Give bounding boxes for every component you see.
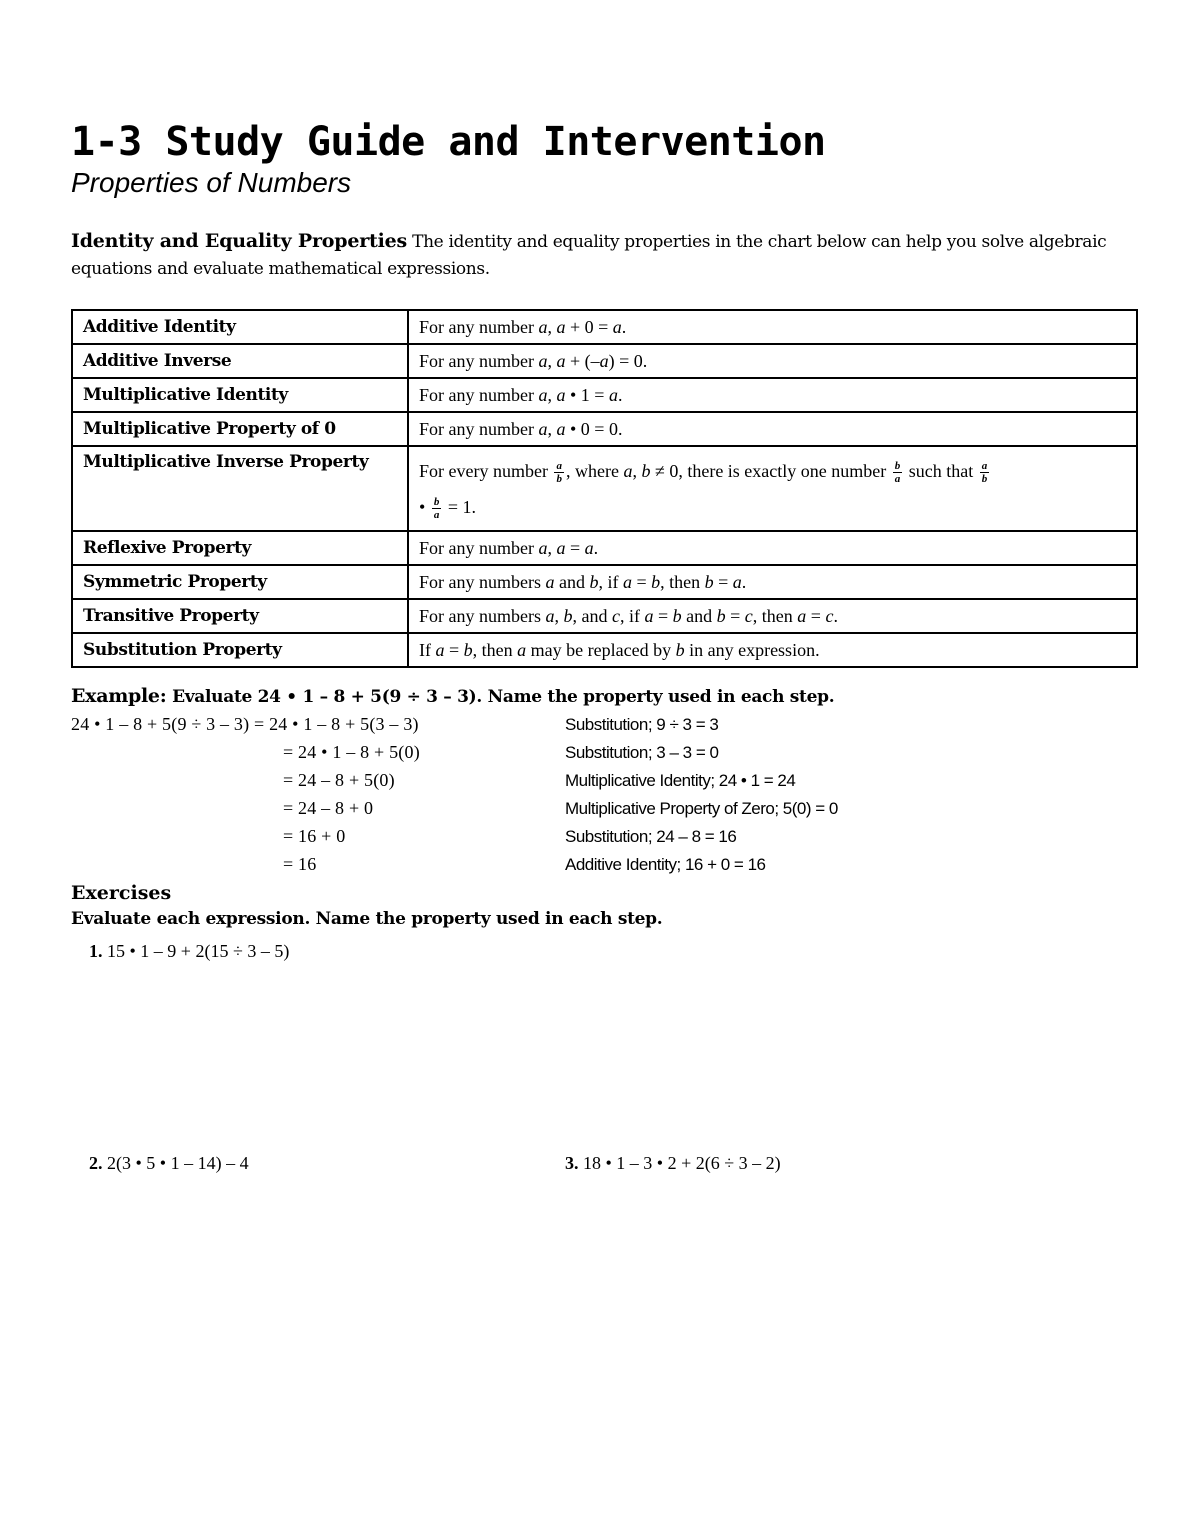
- exercise-expression: 2(3 • 5 • 1 – 14) – 4: [107, 1153, 249, 1173]
- property-definition: If a = b, then a may be replaced by b in any expression.: [408, 633, 1137, 667]
- property-name: Multiplicative Inverse Property: [72, 446, 408, 531]
- example-step-expression: = 24 – 8 + 0: [283, 798, 374, 818]
- exercise-expression: 15 • 1 – 9 + 2(15 ÷ 3 – 5): [107, 941, 290, 961]
- page-subtitle: Properties of Numbers: [71, 167, 352, 198]
- example-step-reason: Multiplicative Identity; 24 • 1 = 24: [565, 771, 796, 790]
- property-row: [72, 310, 1137, 344]
- intro-text: The identity and equality properties in the chart below can help you solve algebraic equations and evaluate mathematical expressions.: [71, 232, 1107, 279]
- example-label: Example:: [71, 685, 167, 707]
- example-step-reason: Additive Identity; 16 + 0 = 16: [565, 855, 766, 874]
- exercise-2: [89, 1153, 249, 1174]
- property-row: [72, 344, 1137, 378]
- example-step-reason: Substitution; 24 – 8 = 16: [565, 827, 737, 846]
- property-definition: For any numbers a and b, if a = b, then b = a.: [408, 565, 1137, 599]
- example-step-expression: = 16 + 0: [283, 826, 346, 846]
- property-name: Additive Inverse: [72, 344, 408, 378]
- property-row: [72, 412, 1137, 446]
- property-row: [72, 446, 1137, 531]
- property-definition: For any number a, a • 0 = 0.: [408, 412, 1137, 446]
- exercise-number: 2.: [89, 1153, 103, 1173]
- property-row: [72, 531, 1137, 565]
- example-step-expression: = 24 • 1 – 8 + 5(0): [283, 742, 420, 762]
- property-row: [72, 378, 1137, 412]
- exercise-number: 1.: [89, 941, 103, 961]
- page-title: 1-3 Study Guide and Intervention: [71, 119, 826, 165]
- property-row: [72, 633, 1137, 667]
- exercises-heading: Exercises: [71, 882, 172, 904]
- property-name: Multiplicative Identity: [72, 378, 408, 412]
- example-step-expression: = 24 – 8 + 5(0): [283, 770, 395, 790]
- property-name: Reflexive Property: [72, 531, 408, 565]
- property-definition: For any number a, a + 0 = a.: [408, 310, 1137, 344]
- property-definition: For any number a, a • 1 = a.: [408, 378, 1137, 412]
- property-definition: For any numbers a, b, and c, if a = b and b = c, then a = c.: [408, 599, 1137, 633]
- example-step-reason: Substitution; 3 – 3 = 0: [565, 743, 719, 762]
- exercise-expression: 18 • 1 – 3 • 2 + 2(6 ÷ 3 – 2): [583, 1153, 781, 1173]
- property-definition: For any number a, a + (–a) = 0.: [408, 344, 1137, 378]
- example-step-reason: Substitution; 9 ÷ 3 = 3: [565, 715, 719, 734]
- properties-table: [71, 309, 1138, 668]
- property-definition: For every number $\frac{a}{b}$ , where a, b ≠ 0, there is exactly one number $\frac{b}{a}$ such that $\frac{a}{b}$ • $\frac{b}{a}$ = 1.: [408, 446, 1137, 531]
- example-step-expression: 24 • 1 – 8 + 5(9 ÷ 3 – 3) = 24 • 1 – 8 + 5(3 – 3): [71, 714, 419, 734]
- property-name: Symmetric Property: [72, 565, 408, 599]
- intro-paragraph: [71, 228, 1136, 283]
- exercise-1: [89, 941, 289, 962]
- property-name: Multiplicative Property of 0: [72, 412, 408, 446]
- example-prompt: Evaluate 24 • 1 – 8 + 5(9 ÷ 3 – 3). Name the property used in each step.: [172, 687, 835, 707]
- property-definition: For any number a, a = a.: [408, 531, 1137, 565]
- property-row: [72, 565, 1137, 599]
- example-heading: [71, 685, 834, 707]
- example-step-reason: Multiplicative Property of Zero; 5(0) = 0: [565, 799, 838, 818]
- exercise-3: [565, 1153, 781, 1174]
- property-name: Additive Identity: [72, 310, 408, 344]
- property-name: Substitution Property: [72, 633, 408, 667]
- exercises-instructions: Evaluate each expression. Name the property used in each step.: [71, 909, 663, 929]
- example-step-expression: = 16: [283, 854, 317, 874]
- property-name: Transitive Property: [72, 599, 408, 633]
- exercise-number: 3.: [565, 1153, 579, 1173]
- section-heading: Identity and Equality Properties: [71, 230, 408, 252]
- property-row: [72, 599, 1137, 633]
